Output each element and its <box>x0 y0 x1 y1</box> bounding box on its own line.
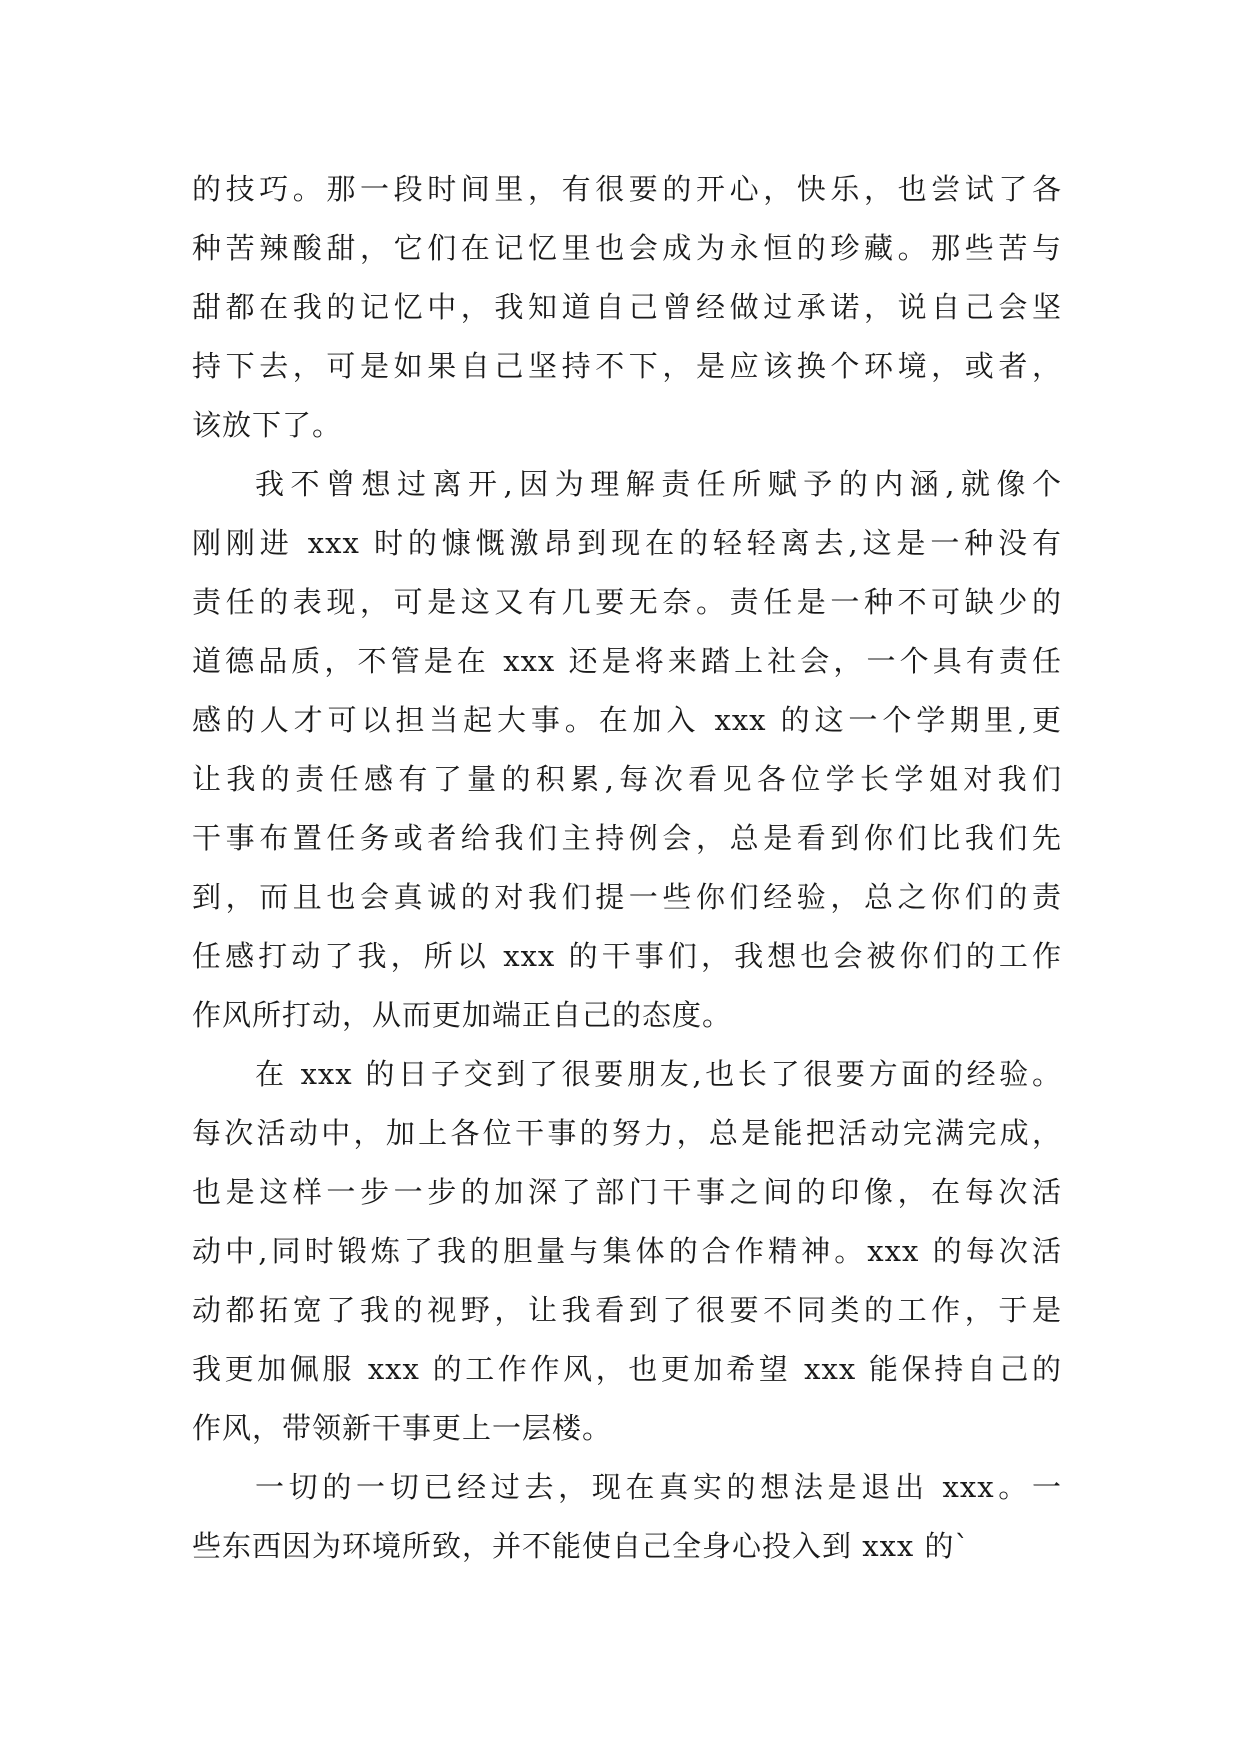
text-line: 持下去，可是如果自己坚持不下，是应该换个环境，或者， <box>192 349 1062 383</box>
text-line: 一切的一切已经过去，现在真实的想法是退出 xxx。一 <box>255 1470 1062 1504</box>
text-line: 该放下了。 <box>192 408 343 442</box>
text-line: 干事布置任务或者给我们主持例会，总是看到你们比我们先 <box>192 821 1062 855</box>
text-line: 作风所打动，从而更加端正自己的态度。 <box>192 998 733 1032</box>
text-line: 的技巧。那一段时间里，有很要的开心，快乐，也尝试了各 <box>192 172 1062 206</box>
text-line: 种苦辣酸甜，它们在记忆里也会成为永恒的珍藏。那些苦与 <box>192 231 1062 265</box>
text-line: 些东西因为环境所致，并不能使自己全身心投入到 xxx 的` <box>192 1529 971 1563</box>
text-line: 任感打动了我，所以 xxx 的干事们，我想也会被你们的工作 <box>192 939 1062 973</box>
text-line: 在 xxx 的日子交到了很要朋友,也长了很要方面的经验。 <box>255 1057 1062 1091</box>
text-line: 让我的责任感有了量的积累,每次看见各位学长学姐对我们 <box>192 762 1062 796</box>
text-line: 作风，带领新干事更上一层楼。 <box>192 1411 613 1445</box>
text-line: 甜都在我的记忆中，我知道自己曾经做过承诺，说自己会坚 <box>192 290 1062 324</box>
text-line: 也是这样一步一步的加深了部门干事之间的印像，在每次活 <box>192 1175 1062 1209</box>
text-line: 责任的表现，可是这又有几要无奈。责任是一种不可缺少的 <box>192 585 1062 619</box>
text-line: 每次活动中，加上各位干事的努力，总是能把活动完满完成， <box>192 1116 1062 1150</box>
text-line: 道德品质，不管是在 xxx 还是将来踏上社会，一个具有责任 <box>192 644 1062 678</box>
text-line: 感的人才可以担当起大事。在加入 xxx 的这一个学期里,更 <box>192 703 1062 737</box>
text-line: 我不曾想过离开,因为理解责任所赋予的内涵,就像个 <box>255 467 1062 501</box>
text-line: 刚刚进 xxx 时的慷慨激昂到现在的轻轻离去,这是一种没有 <box>192 526 1062 560</box>
document-body <box>192 160 1062 1576</box>
text-line: 我更加佩服 xxx 的工作作风，也更加希望 xxx 能保持自己的 <box>192 1352 1062 1386</box>
text-line: 到，而且也会真诚的对我们提一些你们经验，总之你们的责 <box>192 880 1062 914</box>
text-line: 动中,同时锻炼了我的胆量与集体的合作精神。xxx 的每次活 <box>192 1234 1062 1268</box>
text-line: 动都拓宽了我的视野，让我看到了很要不同类的工作，于是 <box>192 1293 1062 1327</box>
